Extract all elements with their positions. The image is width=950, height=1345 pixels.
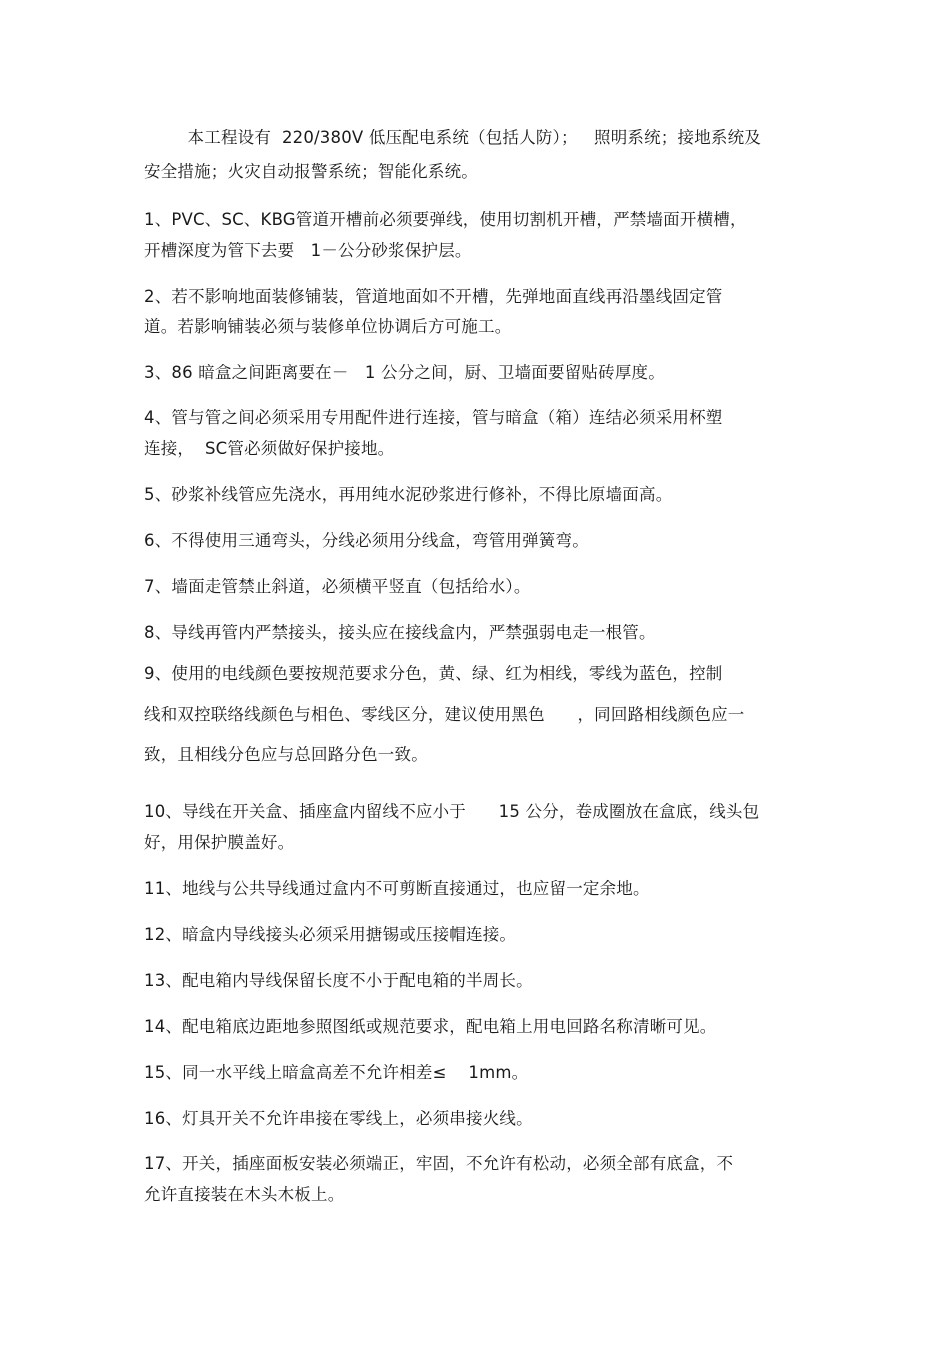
item-3-line-1: 3、86 暗盒之间距离要在－ 1 公分之间，厨、卫墙面要留贴砖厚度。: [144, 363, 665, 382]
item-8-line-1: 8、导线再管内严禁接头，接头应在接线盒内，严禁强弱电走一根管。: [144, 623, 656, 642]
item-17-line-2: 允许直接装在木头木板上。: [144, 1185, 345, 1204]
item-13-line-1: 13、配电箱内导线保留长度不小于配电箱的半周长。: [144, 971, 533, 990]
item-4-line-1: 4、管与管之间必须采用专用配件进行连接，管与暗盒（箱）连结必须采用杯塑: [144, 408, 723, 427]
item-5-line-1: 5、砂浆补线管应先浇水，再用纯水泥砂浆进行修补，不得比原墙面高。: [144, 485, 673, 504]
item-7-line-1: 7、墙面走管禁止斜道，必须横平竖直（包括给水）。: [144, 577, 531, 596]
item-6-line-1: 6、不得使用三通弯头，分线必须用分线盒，弯管用弹簧弯。: [144, 531, 589, 550]
item-15-line-1: 15、同一水平线上暗盒高差不允许相差≤ 1mm。: [144, 1063, 529, 1082]
item-1-line-1: 1、PVC、SC、KBG管道开槽前必须要弹线，使用切割机开槽，严禁墙面开横槽，: [144, 210, 747, 229]
item-9-line-2: 线和双控联络线颜色与相色、零线区分，建议使用黑色 ，同回路相线颜色应一: [144, 705, 745, 724]
intro-line-1: 本工程设有 220/380V 低压配电系统（包括人防）； 照明系统；接地系统及: [144, 128, 762, 147]
item-1-line-2: 开槽深度为管下去要 1－公分砂浆保护层。: [144, 241, 472, 260]
item-10-line-1: 10、导线在开关盒、插座盒内留线不应小于 15 公分，卷成圈放在盒底，线头包: [144, 802, 760, 821]
item-2-line-1: 2、若不影响地面装修铺装，管道地面如不开槽，先弹地面直线再沿墨线固定管: [144, 287, 723, 306]
item-10-line-2: 好，用保护膜盖好。: [144, 833, 295, 852]
item-12-line-1: 12、暗盒内导线接头必须采用搪锡或压接帽连接。: [144, 925, 517, 944]
item-9-line-3: 致，且相线分色应与总回路分色一致。: [144, 745, 428, 764]
item-17-line-1: 17、开关，插座面板安装必须端正，牢固，不允许有松动，必须全部有底盒，不: [144, 1154, 734, 1173]
item-9-line-1: 9、使用的电线颜色要按规范要求分色，黄、绿、红为相线，零线为蓝色，控制: [144, 664, 723, 683]
item-14-line-1: 14、配电箱底边距地参照图纸或规范要求，配电箱上用电回路名称清晰可见。: [144, 1017, 717, 1036]
item-11-line-1: 11、地线与公共导线通过盒内不可剪断直接通过，也应留一定余地。: [144, 879, 650, 898]
item-16-line-1: 16、灯具开关不允许串接在零线上，必须串接火线。: [144, 1109, 533, 1128]
item-2-line-2: 道。若影响铺装必须与装修单位协调后方可施工。: [144, 317, 512, 336]
item-4-line-2: 连接， SC管必须做好保护接地。: [144, 439, 395, 458]
intro-line-2: 安全措施；火灾自动报警系统；智能化系统。: [144, 162, 478, 181]
